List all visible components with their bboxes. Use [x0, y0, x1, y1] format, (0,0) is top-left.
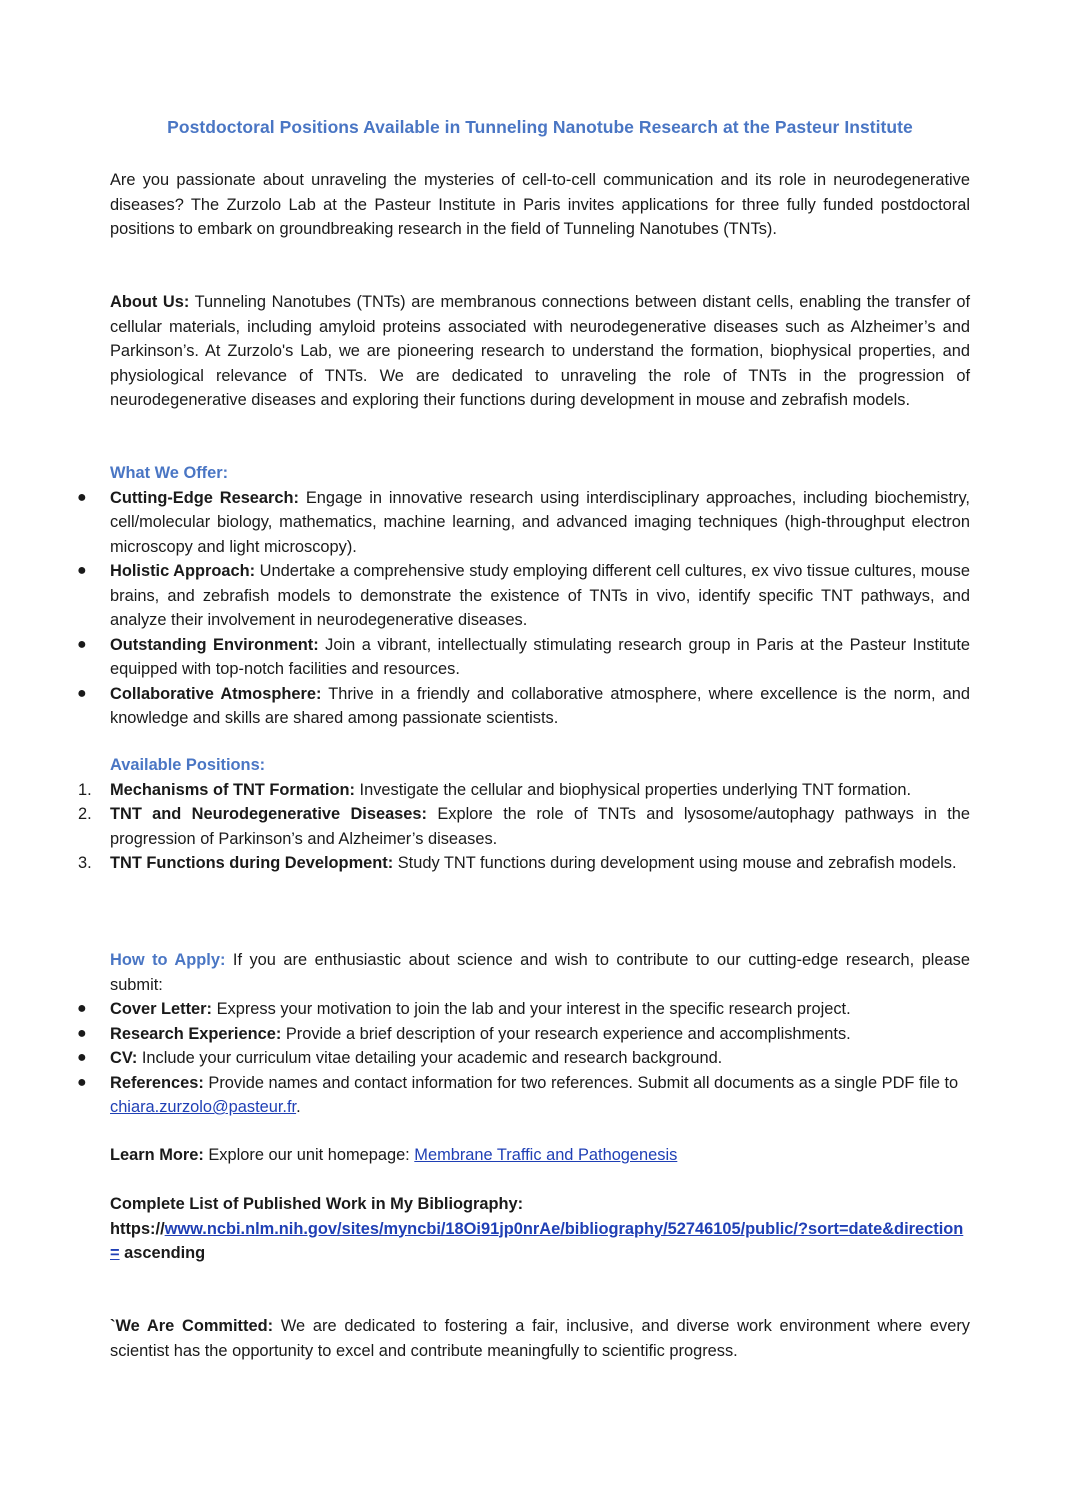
- bullet-icon: ●: [77, 635, 87, 653]
- committed-paragraph: [110, 1314, 970, 1363]
- apply-intro: [110, 948, 970, 997]
- bullet-icon: ●: [77, 1073, 87, 1091]
- item-text: Join a vibrant, intellectually stimulating research group in Paris at the Pasteur Institute equipped with top-notch facilities and resources.: [110, 635, 970, 678]
- bibliography-suffix: ascending: [119, 1244, 206, 1262]
- apply-heading: How to Apply:: [110, 951, 226, 969]
- item-number: 1.: [78, 780, 92, 799]
- item-label: Collaborative Atmosphere:: [110, 684, 322, 703]
- item-text: Undertake a comprehensive study employing different cell cultures, ex vivo tissue cultures, mouse brains, and zebrafish models to demonstrate the existence of TNTs in vivo, identify specific TNT pathways, and analyze their involvement in neurodegenerative diseases.: [110, 562, 970, 629]
- item-text: Investigate the cellular and biophysical properties underlying TNT formation.: [354, 780, 912, 799]
- learn-more-label: Learn More:: [110, 1146, 204, 1164]
- item-label: Outstanding Environment:: [110, 635, 319, 654]
- list-item: [77, 486, 970, 560]
- about-paragraph: [110, 290, 970, 413]
- offer-list: [77, 486, 970, 731]
- committed-label: `We Are Committed:: [110, 1317, 274, 1335]
- list-item: [78, 802, 970, 851]
- item-text: Provide names and contact information for two references. Submit all documents as a single PDF file to: [203, 1073, 959, 1092]
- item-text: Engage in innovative research using interdisciplinary approaches, including biochemistry, cell/molecular biology, mathematics, machine learning, and advanced imaging techniques (high-throughput electron microscopy and light microscopy).: [110, 488, 970, 556]
- email-link[interactable]: chiara.zurzolo@pasteur.fr: [110, 1098, 297, 1116]
- item-label: Holistic Approach:: [110, 562, 256, 580]
- list-item: [77, 682, 970, 731]
- page-title: Postdoctoral Positions Available in Tunneling Nanotube Research at the Pasteur Institute: [167, 117, 913, 137]
- list-item: [77, 1022, 970, 1047]
- learn-more-text: Explore our unit homepage:: [203, 1146, 415, 1164]
- apply-section: [77, 948, 970, 1120]
- item-label: References:: [110, 1073, 204, 1092]
- bullet-icon: ●: [77, 488, 87, 506]
- positions-list: [78, 778, 970, 876]
- item-label: TNT and Neurodegenerative Diseases:: [110, 805, 427, 823]
- offer-section: [77, 461, 970, 731]
- bullet-icon: ●: [77, 1000, 87, 1017]
- list-item: [77, 1046, 970, 1071]
- offer-heading: What We Offer:: [110, 464, 229, 482]
- item-text: Thrive in a friendly and collaborative atmosphere, where excellence is the norm, and knowledge and skills are shared among passionate scientists.: [110, 684, 970, 727]
- list-item: [77, 1071, 970, 1120]
- bibliography-url-line: [110, 1217, 970, 1266]
- item-text: Provide a brief description of your research experience and accomplishments.: [281, 1024, 851, 1043]
- intro-text: Are you passionate about unraveling the mysteries of cell-to-cell communication and its role in neurodegenerative diseases? The Zurzolo Lab at the Pasteur Institute in Paris invites applications for three fully funded postdoctoral positions to embark on groundbreaking research in the field of Tunneling Nanotubes (TNTs).: [110, 171, 970, 238]
- item-number: 3.: [78, 854, 92, 872]
- learn-more-line: [110, 1143, 970, 1168]
- list-item: [78, 851, 970, 876]
- list-item: [78, 778, 970, 803]
- list-item: [77, 559, 970, 633]
- unit-homepage-link[interactable]: Membrane Traffic and Pathogenesis: [414, 1146, 678, 1164]
- list-item: [77, 633, 970, 682]
- item-label: Cutting-Edge Research:: [110, 488, 299, 507]
- list-item: [77, 997, 970, 1022]
- email-suffix: .: [296, 1098, 301, 1116]
- item-label: Research Experience:: [110, 1024, 282, 1043]
- bullet-icon: ●: [77, 562, 87, 579]
- bibliography-prefix: https://: [110, 1219, 165, 1238]
- apply-text: If you are enthusiastic about science and wish to contribute to our cutting-edge research, please submit:: [110, 951, 970, 994]
- committed-text: We are dedicated to fostering a fair, inclusive, and diverse work environment where every scientist has the opportunity to excel and contribute meaningfully to scientific progress.: [110, 1317, 970, 1360]
- item-text: Study TNT functions during development using mouse and zebrafish models.: [393, 854, 957, 872]
- about-label: About Us:: [110, 293, 190, 311]
- positions-heading: Available Positions:: [110, 756, 266, 774]
- item-label: TNT Functions during Development:: [110, 854, 394, 872]
- bullet-icon: ●: [77, 1024, 87, 1042]
- bibliography-link[interactable]: www.ncbi.nlm.nih.gov/sites/myncbi/18Oi91jp0nrAe/bibliography/52746105/public/?sort=date&direction=: [110, 1219, 964, 1262]
- about-text: Tunneling Nanotubes (TNTs) are membranous connections between distant cells, enabling the transfer of cellular materials, including amyloid proteins associated with neurodegenerative diseases such as Alzheimer’s and Parkinson’s. At Zurzolo's Lab, we are pioneering research to understand the formation, biophysical properties, and physiological relevance of TNTs. We are dedicated to unraveling the role of TNTs in the progression of neurodegenerative diseases and exploring their functions during development in mouse and zebrafish models.: [110, 293, 970, 409]
- item-text: Explore the role of TNTs and lysosome/autophagy pathways in the progression of Parkinson’s and Alzheimer’s diseases.: [110, 805, 970, 848]
- positions-section: [78, 753, 970, 876]
- item-number: 2.: [78, 805, 92, 823]
- bibliography-block: [110, 1192, 970, 1266]
- item-label: Mechanisms of TNT Formation:: [110, 780, 355, 799]
- bullet-icon: ●: [77, 1049, 87, 1066]
- item-text: Include your curriculum vitae detailing your academic and research background.: [137, 1049, 723, 1067]
- apply-list: [77, 997, 970, 1120]
- bibliography-label: Complete List of Published Work in My Bibliography:: [110, 1195, 524, 1213]
- item-label: Cover Letter:: [110, 1000, 213, 1018]
- item-text: Express your motivation to join the lab and your interest in the specific research project.: [212, 1000, 851, 1018]
- intro-paragraph: [110, 168, 970, 242]
- bullet-icon: ●: [77, 684, 87, 702]
- item-label: CV:: [110, 1049, 138, 1067]
